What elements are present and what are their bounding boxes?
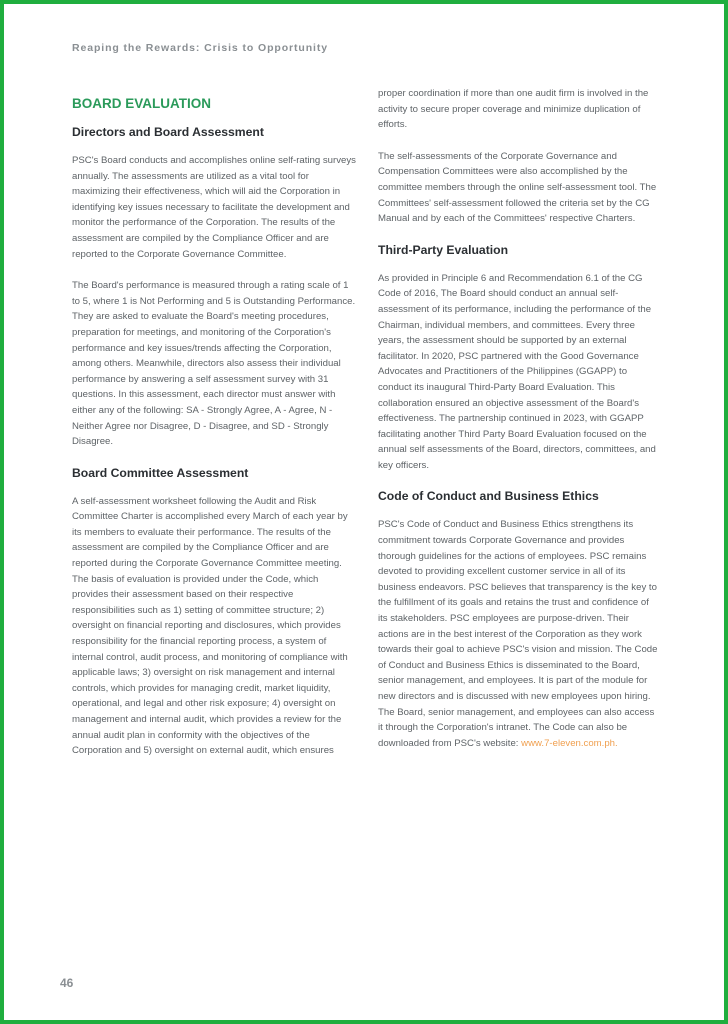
subheading-board-committee-assessment: Board Committee Assessment [72, 465, 249, 480]
paragraph-directors-2: The Board's performance is measured through a rating scale of 1 to 5, where 1 is Not Performing and 5 is Outstanding Performance. They are asked to evaluate the Board's meeting procedures, preparation for meetings, and monitoring of the Corporation's performance and key issues/trends affecting the Corporation, among others. Meanwhile, directors also assess their individual performance by answering a self assessment survey with 31 questions. In this assessment, each director must answer with either any of the following: SA - Strongly Agree, A - Agree, N - Neither Agree nor Disagree, D - Disagree, and SD - Strongly Disagree. [72, 280, 356, 448]
paragraph-committee-2: The self-assessments of the Corporate Governance and Compensation Committees were also accomplished by the committee members through the online self-assessment tool. The Committees' self-assessment followed the criteria set by the CG Manual and by each of the Committees' respective Charters. [378, 150, 657, 225]
section-title-board-evaluation: BOARD EVALUATION [72, 96, 211, 111]
left-column [72, 94, 356, 775]
subheading-directors-board-assessment: Directors and Board Assessment [72, 125, 264, 139]
paragraph-committee-continued: proper coordination if more than one audit firm is involved in the activity to secure proper coverage and minimize duplication of efforts. [378, 88, 649, 131]
paragraph-code-of-conduct [378, 517, 658, 751]
paragraph-code-of-conduct-text: PSC's Code of Conduct and Business Ethics strengthens its commitment towards Corporate Governance and provides thorough guidelines for the actions of employees. PSC remains devoted to providing excellent customer service in all of its business endeavors. PSC believes that transparency is the key to the fulfillment of its goals and retains the trust and confidence of its stakeholders. PSC employees are purpose-driven. Their actions are in the best interest of the Corporation as they work towards their goal to achieve PSC's vision and mission. The Code of Conduct and Business Ethics is disseminated to the Board, senior management, and employees. It is part of the module for new directors and is discussed with new employees upon hiring. The Board, senior management, and employees can also access it through the Corporation's intranet. The Code can also be downloaded from PSC's website: [378, 519, 658, 749]
right-column [378, 88, 658, 767]
page-number: 46 [60, 976, 74, 990]
paragraph-committee-1: A self-assessment worksheet following the Audit and Risk Committee Charter is accomplished every March of each year by its members to evaluate their performance. The results of the assessment are compiled by the Compliance Officer and are reported during the Corporate Governance Committee meeting. The basis of evaluation is provided under the Code, which provides their assessment based on their respective responsibilities such as 1) setting of committee structure; 2) oversight on financial reporting and disclosures, which provides responsibility for the financial reporting process, a system of internal control, audit process, and monitoring of compliance with applicable laws; 3) oversight on risk management and internal controls, which provides for managing credit, market liquidity, operational, and legal and other risk exposure; 4) oversight on management and internal audit, which provides a review for the annual audit plan in conformity with the objectives of the Corporation and 5) oversight on external audit, which ensures [72, 495, 348, 757]
paragraph-directors-1: PSC's Board conducts and accomplishes online self-rating surveys annually. The assessments are utilized as a vital tool for maximizing their effectiveness, which will aid the Corporation in identifying key issues necessary to facilitate the development and monitor the performance of the Corporation. The results of the assessment are compiled by the Compliance Officer and are reported to the Corporate Governance Committee. [72, 155, 356, 260]
website-link[interactable]: www.7-eleven.com.ph. [521, 737, 618, 749]
running-header: Reaping the Rewards: Crisis to Opportunity [72, 42, 328, 54]
paragraph-third-party: As provided in Principle 6 and Recommendation 6.1 of the CG Code of 2016, The Board should conduct an annual self-assessment of its performance, including the performance of the Chairman, individual members, and committees. Every three years, the assessment should be supported by an external facilitator. In 2020, PSC partnered with the Good Governance Advocates and Practitioners of the Philippines (GGAPP) to conduct its inaugural Third-Party Board Evaluation. This collaboration ensured an objective assessment of the Board's effectiveness. The partnership continued in 2023, with GGAPP facilitating another Third Party Board Evaluation focused on the annual self assessments of the Board, directors, committees, and key officers. [378, 272, 656, 471]
subheading-code-of-conduct: Code of Conduct and Business Ethics [378, 489, 599, 504]
subheading-third-party-evaluation: Third-Party Evaluation [378, 242, 509, 257]
